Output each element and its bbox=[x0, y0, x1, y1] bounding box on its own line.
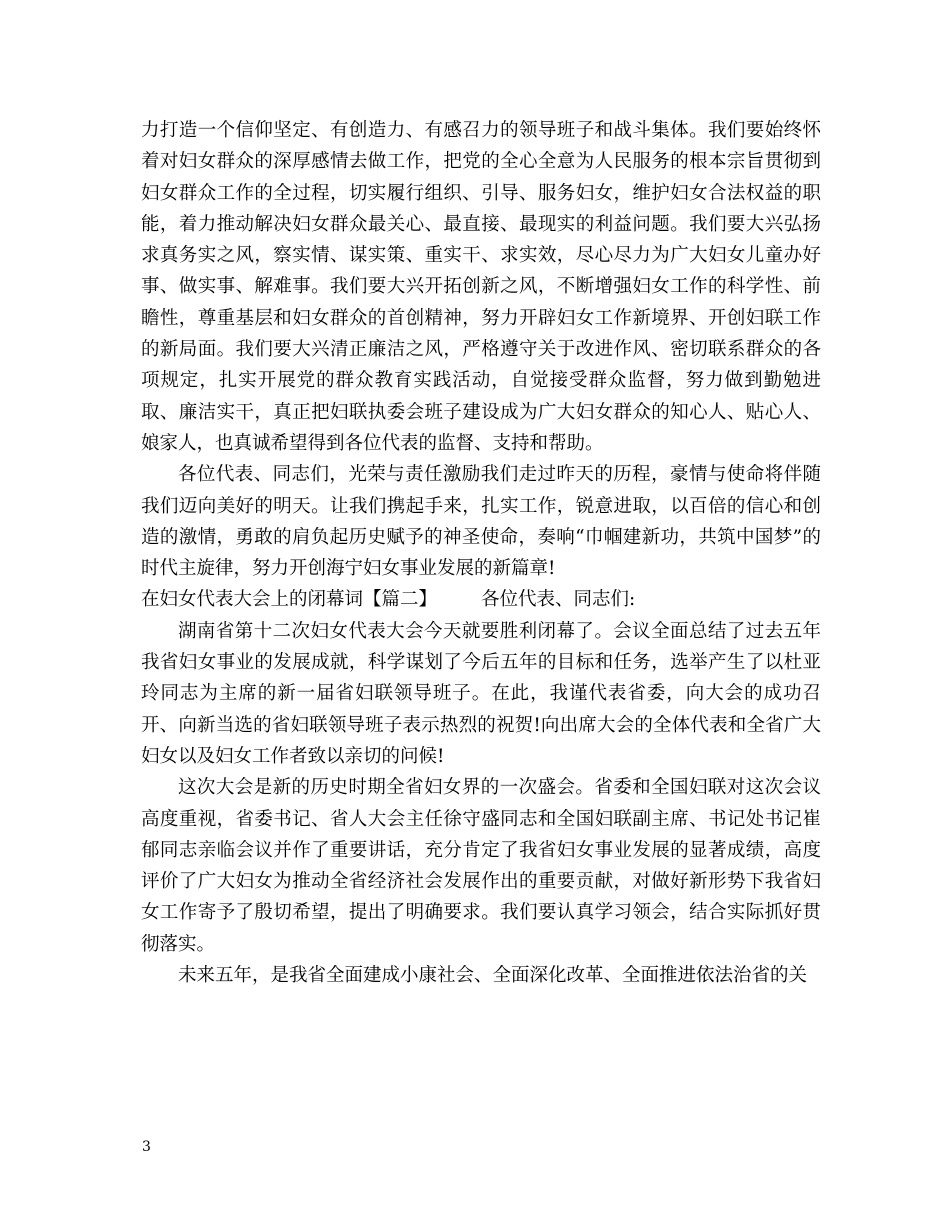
section-heading-line bbox=[141, 584, 821, 615]
paragraph-1: 力打造一个信仰坚定、有创造力、有感召力的领导班子和战斗集体。我们要始终怀着对妇女群众的深厚感情去做工作，把党的全心全意为人民服务的根本宗旨贯彻到妇女群众工作的全过程，切实履行组织、引导、服务妇女，维护妇女合法权益的职能，着力推动解决妇女群众最关心、最直接、最现实的利益问题。我们要大兴弘扬求真务实之风，察实情、谋实策、重实干、求实效，尽心尽力为广大妇女儿童办好事、做实事、解难事。我们要大兴开拓创新之风，不断增强妇女工作的科学性、前瞻性，尊重基层和妇女群众的首创精神，努力开辟妇女工作新境界、开创妇联工作的新局面。我们要大兴清正廉洁之风，严格遵守关于改进作风、密切联系群众的各项规定，扎实开展党的群众教育实践活动，自觉接受群众监督，努力做到勤勉进取、廉洁实干，真正把妇联执委会班子建设成为广大妇女群众的知心人、贴心人、娘家人，也真诚希望得到各位代表的监督、支持和帮助。 bbox=[141, 120, 821, 454]
section-title: 在妇女代表大会上的闭幕词【篇二】 bbox=[141, 589, 438, 611]
page-number: 3 bbox=[142, 1139, 151, 1155]
salutation: 各位代表、同志们: bbox=[481, 589, 636, 611]
paragraph-2: 各位代表、同志们，光荣与责任激励我们走过昨天的历程，豪情与使命将伴随我们迈向美好的明天。让我们携起手来，扎实工作，锐意进取，以百倍的信心和创造的激情，勇敢的肩负起历史赋予的神圣使命，奏响“巾帼建新功，共筑中国梦”的时代主旋律，努力开创海宁妇女事业发展的新篇章! bbox=[141, 464, 821, 580]
paragraph-5: 未来五年，是我省全面建成小康社会、全面深化改革、全面推进依法治省的关 bbox=[178, 965, 808, 987]
document-body bbox=[141, 115, 821, 991]
paragraph-4: 这次大会是新的历史时期全省妇女界的一次盛会。省委和全国妇联对这次会议高度重视，省委书记、省人大会主任徐守盛同志和全国妇联副主席、书记处书记崔郁同志亲临会议并作了重要讲话，充分肯定了我省妇女事业发展的显著成绩，高度评价了广大妇女为推动全省经济社会发展作出的重要贡献，对做好新形势下我省妇女工作寄予了殷切希望，提出了明确要求。我们要认真学习领会，结合实际抓好贯彻落实。 bbox=[141, 777, 821, 955]
paragraph-3: 湖南省第十二次妇女代表大会今天就要胜利闭幕了。会议全面总结了过去五年我省妇女事业的发展成就，科学谋划了今后五年的目标和任务，选举产生了以杜亚玲同志为主席的新一届省妇联领导班子。在此，我谨代表省委，向大会的成功召开、向新当选的省妇联领导班子表示热烈的祝贺!向出席大会的全体代表和全省广大妇女以及妇女工作者致以亲切的问候! bbox=[141, 620, 821, 767]
